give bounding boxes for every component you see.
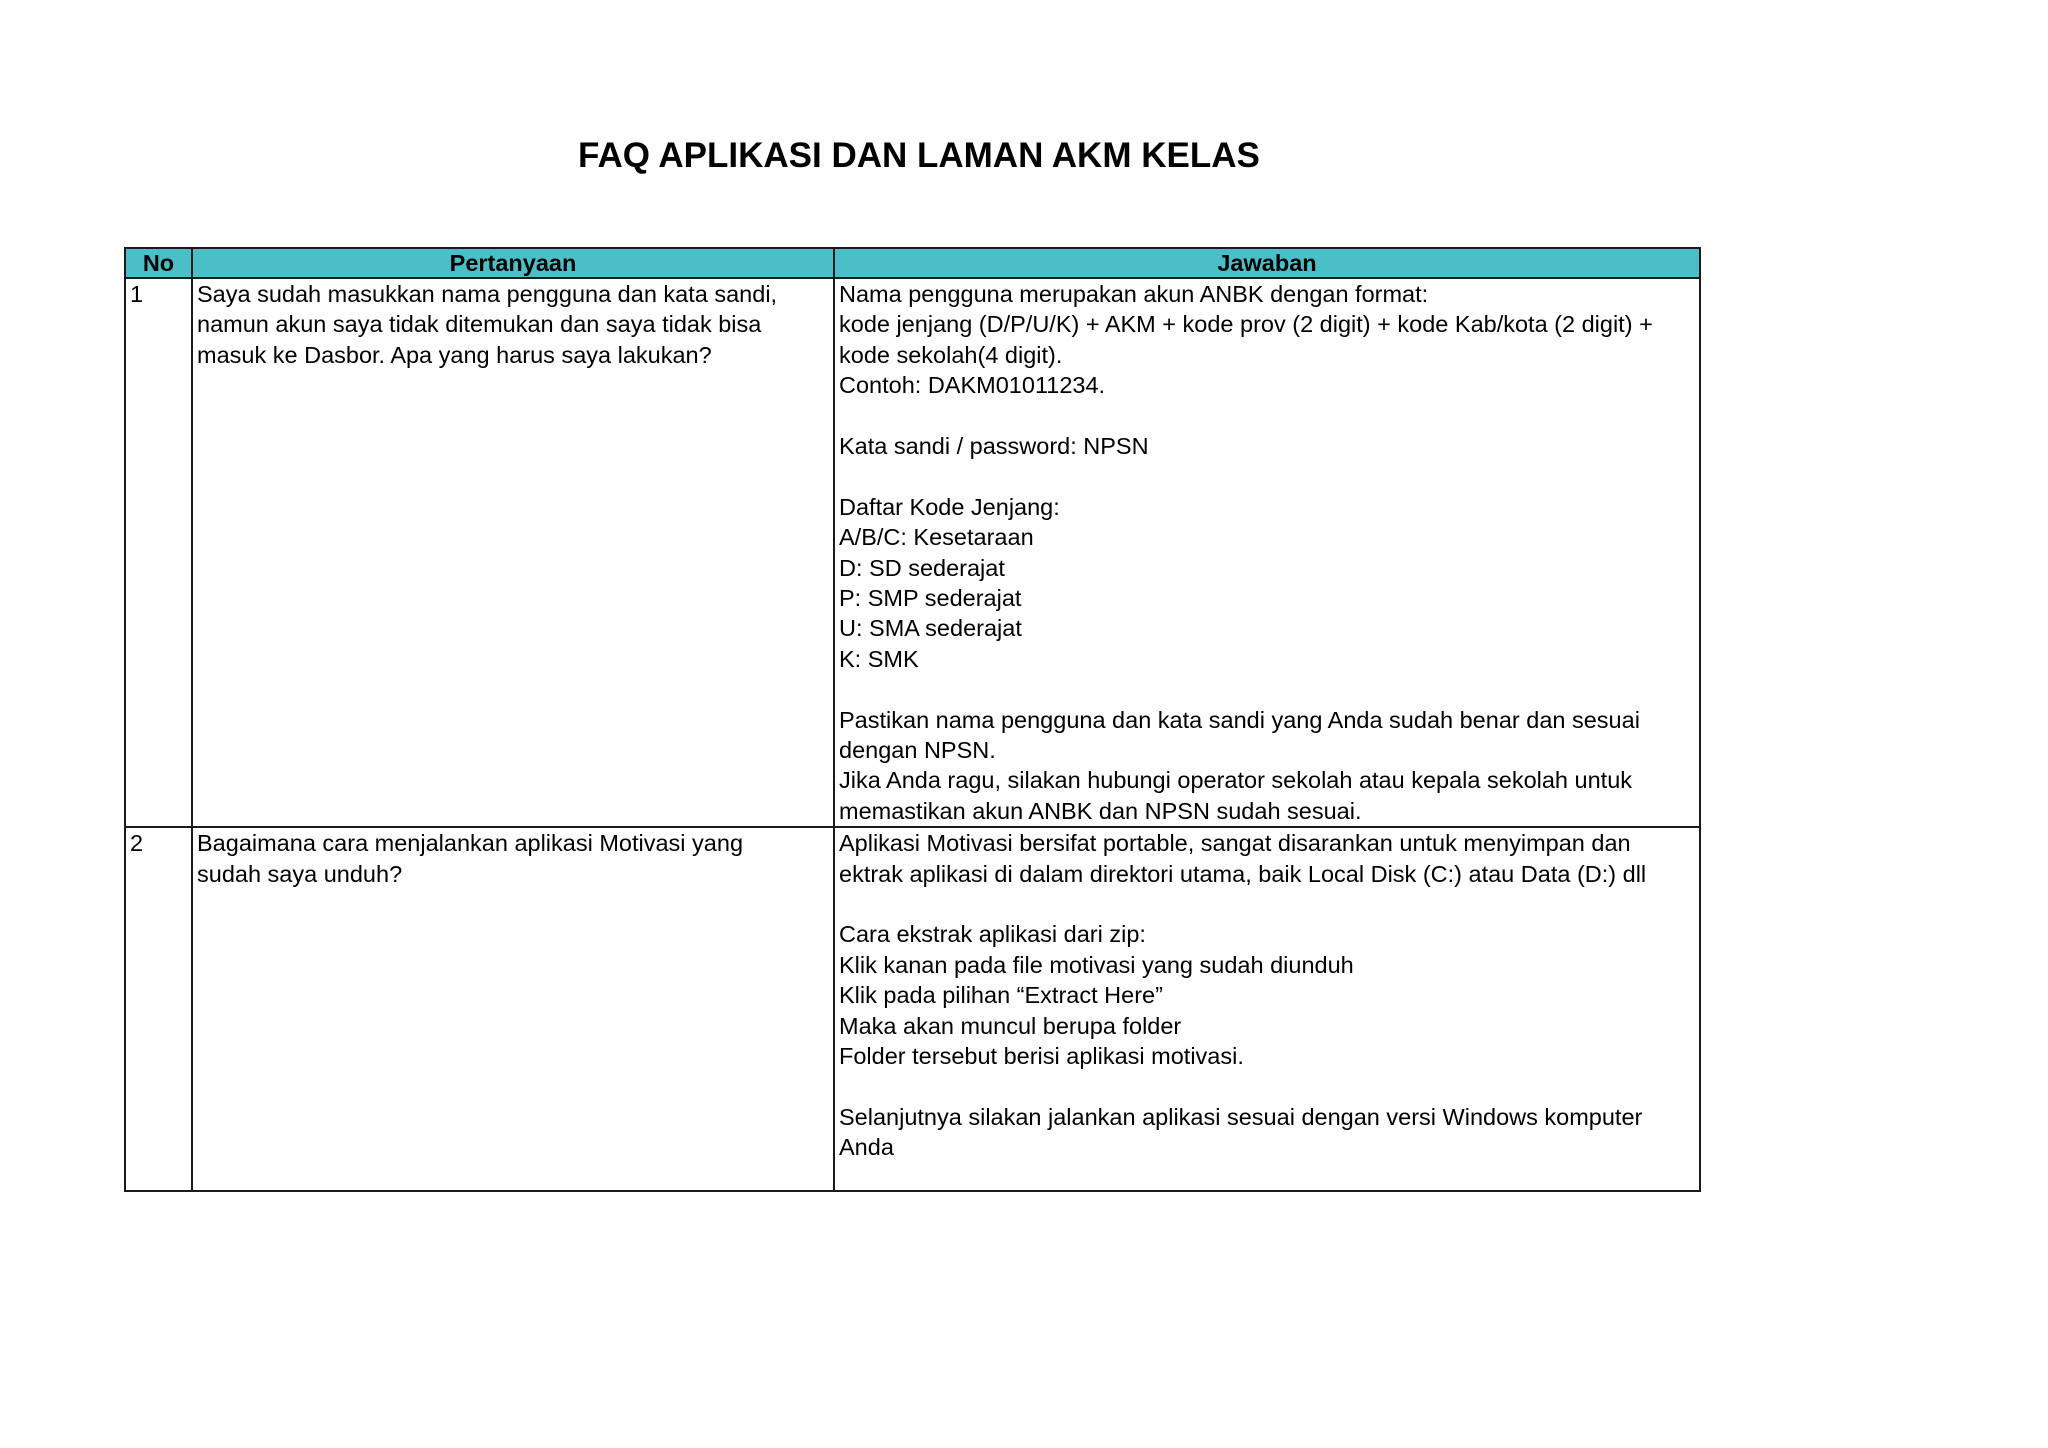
answer-line: U: SMA sederajat	[839, 615, 1022, 642]
answer-line: kode jenjang (D/P/U/K) + AKM + kode prov (2 digit) + kode Kab/kota (2 digit) +	[839, 311, 1653, 338]
answer-line	[839, 461, 1695, 491]
answer-line: Anda	[839, 1134, 894, 1161]
answer-line: D: SD sederajat	[839, 554, 1005, 581]
answer-line: P: SMP sederajat	[839, 585, 1022, 612]
answer-line: ektrak aplikasi di dalam direktori utama, baik Local Disk (C:) atau Data (D:) dll	[839, 860, 1647, 887]
question-line: namun akun saya tidak ditemukan dan saya tidak bisa	[197, 311, 762, 338]
answer-line: Kata sandi / password: NPSN	[839, 433, 1149, 460]
answer-line: Contoh: DAKM01011234.	[839, 372, 1106, 399]
question-cell	[192, 278, 834, 827]
answer-line: Daftar Kode Jenjang:	[839, 493, 1060, 520]
row-number: 1	[125, 278, 192, 827]
header-no: No	[125, 248, 192, 278]
header-question: Pertanyaan	[192, 248, 834, 278]
question-line: masuk ke Dasbor. Apa yang harus saya lakukan?	[197, 341, 712, 368]
question-line: Saya sudah masukkan nama pengguna dan kata sandi,	[197, 281, 778, 307]
answer-line: A/B/C: Kesetaraan	[839, 524, 1034, 551]
row-number: 2	[125, 827, 192, 1191]
faq-table	[124, 247, 1701, 1192]
answer-line: memastikan akun ANBK dan NPSN sudah sesuai.	[839, 797, 1362, 824]
question-cell	[192, 827, 834, 1191]
answer-line: Cara ekstrak aplikasi dari zip:	[839, 921, 1146, 948]
answer-line	[839, 1072, 1695, 1102]
answer-line: Maka akan muncul berupa folder	[839, 1012, 1182, 1039]
answer-line	[839, 889, 1695, 919]
answer-line: Klik kanan pada file motivasi yang sudah diunduh	[839, 951, 1354, 978]
question-line: sudah saya unduh?	[197, 860, 403, 887]
answer-line: Aplikasi Motivasi bersifat portable, sangat disarankan untuk menyimpan dan	[839, 830, 1631, 857]
question-line: Bagaimana cara menjalankan aplikasi Motivasi yang	[197, 830, 744, 857]
table-header-row	[125, 248, 1700, 278]
answer-line: Selanjutnya silakan jalankan aplikasi sesuai dengan versi Windows komputer	[839, 1103, 1643, 1130]
answer-line: Nama pengguna merupakan akun ANBK dengan format:	[839, 281, 1429, 307]
answer-line: dengan NPSN.	[839, 737, 996, 764]
table-row	[125, 827, 1700, 1191]
page-title: FAQ APLIKASI DAN LAMAN AKM KELAS	[578, 136, 1260, 175]
header-answer: Jawaban	[834, 248, 1700, 278]
answer-cell	[834, 827, 1700, 1191]
answer-line: Pastikan nama pengguna dan kata sandi yang Anda sudah benar dan sesuai	[839, 706, 1640, 733]
answer-line	[839, 674, 1695, 704]
answer-cell	[834, 278, 1700, 827]
answer-line	[839, 401, 1695, 431]
answer-line: Klik pada pilihan “Extract Here”	[839, 982, 1163, 1009]
answer-line: Folder tersebut berisi aplikasi motivasi.	[839, 1043, 1244, 1070]
table-row	[125, 278, 1700, 827]
answer-line: K: SMK	[839, 645, 919, 672]
answer-line: kode sekolah(4 digit).	[839, 341, 1063, 368]
answer-line: Jika Anda ragu, silakan hubungi operator sekolah atau kepala sekolah untuk	[839, 767, 1633, 794]
